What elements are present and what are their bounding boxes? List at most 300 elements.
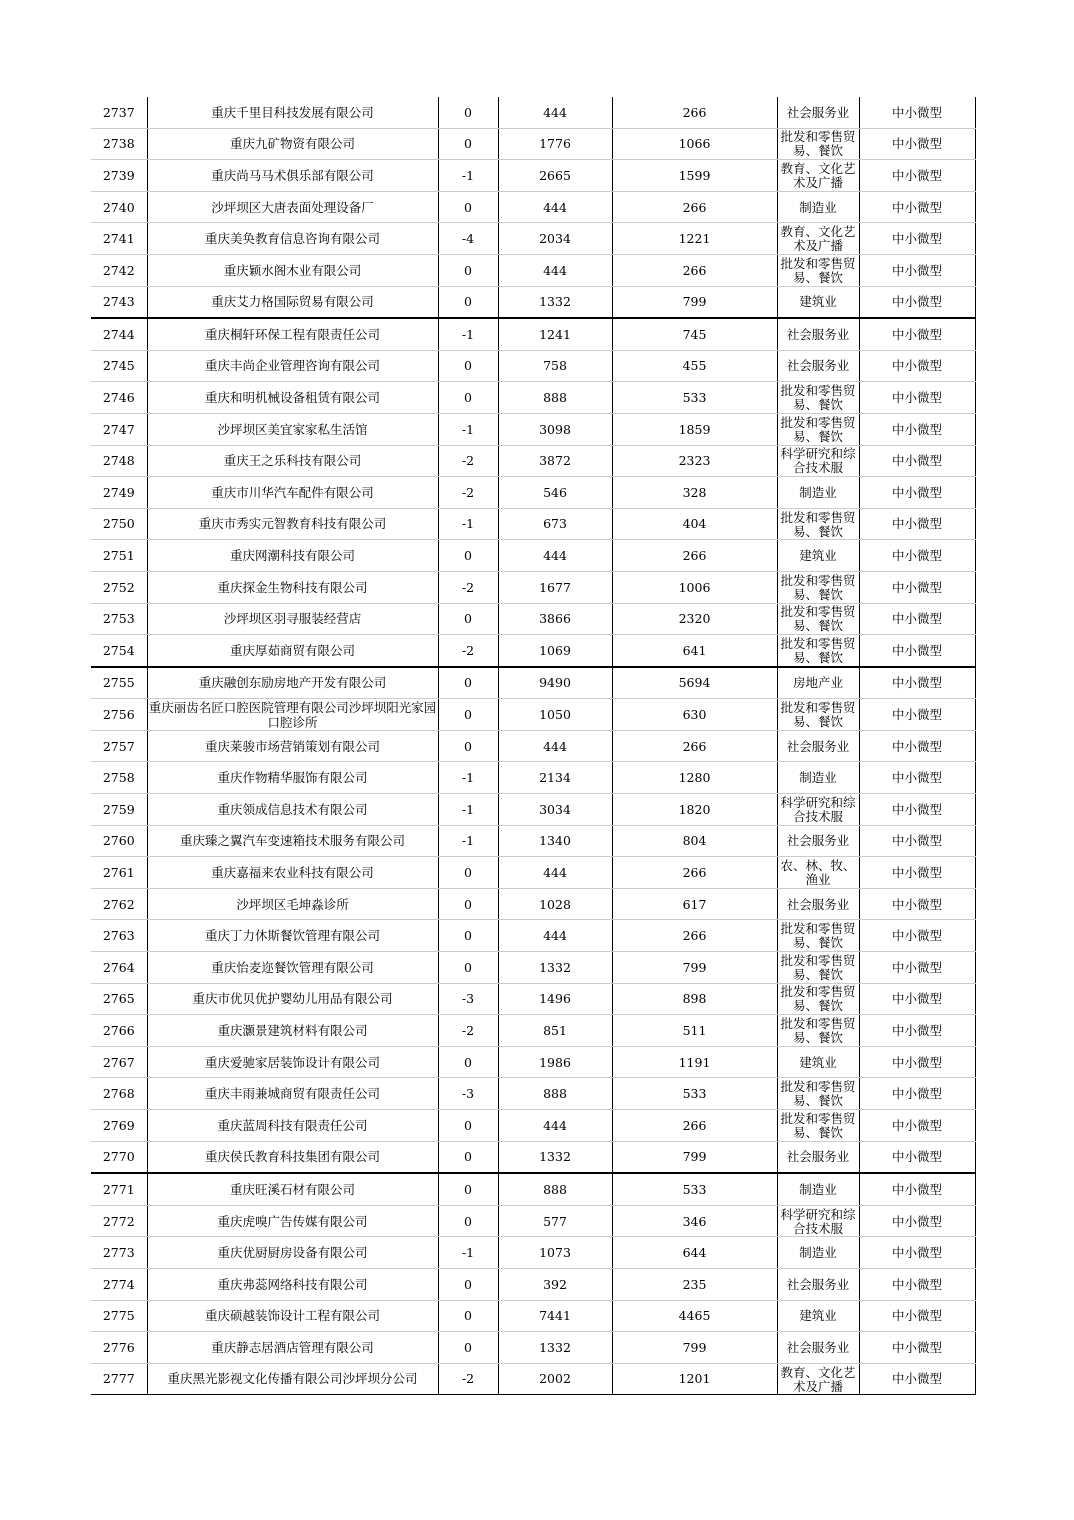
change-cell [438,1300,498,1332]
company-name-cell [147,1015,438,1047]
row-number-text: 2744 [102,326,135,342]
enterprise-type-text: 中小微型 [891,642,942,658]
value-b-cell [498,160,612,192]
row-number-cell [91,508,147,540]
table-row [91,825,975,857]
company-name-text: 重庆市秀实元智教育科技有限公司 [198,516,387,532]
company-name-text: 重庆九矿物资有限公司 [229,136,355,152]
company-name-cell [147,191,438,223]
enterprise-type-text: 中小微型 [891,326,942,342]
value-b-text: 1028 [539,896,571,912]
industry-cell [777,699,859,731]
value-c-cell [612,223,777,255]
enterprise-type-cell [859,160,975,192]
change-cell [438,920,498,952]
value-b-text: 444 [543,928,567,944]
row-number-cell [91,1300,147,1332]
table-row [91,1173,975,1205]
industry-cell [777,477,859,509]
industry-text: 社会服务业 [786,326,850,342]
row-number-text: 2772 [102,1213,135,1229]
table-row [91,1078,975,1110]
value-b-text: 2665 [539,167,571,183]
row-number-text: 2747 [102,421,135,437]
table-row [91,983,975,1015]
row-number-cell [91,540,147,572]
enterprise-type-text: 中小微型 [891,579,942,595]
value-b-text: 1496 [539,991,571,1007]
change-text: 0 [464,675,472,691]
change-text: 0 [464,864,472,880]
industry-cell [777,1363,859,1395]
company-name-cell [147,888,438,920]
row-number-cell [91,825,147,857]
row-number-cell [91,571,147,603]
change-cell [438,699,498,731]
change-text: -1 [461,833,475,849]
value-b-text: 1677 [539,579,571,595]
enterprise-type-cell [859,857,975,889]
enterprise-type-text: 中小微型 [891,1308,942,1324]
value-c-cell [612,1332,777,1364]
industry-cell [777,413,859,445]
value-b-text: 444 [543,104,567,120]
industry-text: 批发和零售贸易、餐饮 [780,572,856,602]
row-number-text: 2751 [102,548,135,564]
row-number-text: 2746 [102,390,135,406]
company-name-text: 重庆黑光影视文化传播有限公司沙坪坝分公司 [167,1371,418,1387]
enterprise-type-cell [859,1078,975,1110]
industry-cell [777,1268,859,1300]
change-cell [438,1078,498,1110]
change-text: -2 [461,484,475,500]
industry-text: 社会服务业 [786,104,850,120]
enterprise-type-text: 中小微型 [891,136,942,152]
change-cell [438,603,498,635]
company-name-cell [147,1237,438,1269]
enterprise-type-cell [859,318,975,350]
enterprise-type-cell [859,1268,975,1300]
enterprise-type-cell [859,603,975,635]
enterprise-type-text: 中小微型 [891,1086,942,1102]
table-row [91,1237,975,1269]
change-text: 0 [464,896,472,912]
value-c-text: 1201 [678,1371,711,1387]
enterprise-type-text: 中小微型 [891,262,942,278]
enterprise-type-cell [859,413,975,445]
value-b-cell [498,1205,612,1237]
enterprise-type-text: 中小微型 [891,1276,942,1292]
company-name-cell [147,730,438,762]
value-c-text: 1066 [678,136,711,152]
company-name-cell [147,762,438,794]
value-b-text: 9490 [539,675,571,691]
change-text: 0 [464,738,472,754]
value-c-cell [612,952,777,984]
company-name-text: 重庆莱骏市场营销策划有限公司 [204,738,380,754]
change-cell [438,254,498,286]
enterprise-type-cell [859,508,975,540]
row-number-text: 2757 [102,738,135,754]
row-number-text: 2758 [102,770,135,786]
row-number-text: 2769 [102,1117,135,1133]
table-row [91,1300,975,1332]
industry-cell [777,160,859,192]
value-c-cell [612,635,777,667]
value-c-cell [612,571,777,603]
row-number-text: 2739 [102,167,135,183]
table-row [91,350,975,382]
value-b-cell [498,825,612,857]
value-c-cell [612,1173,777,1205]
industry-text: 批发和零售贸易、餐饮 [780,1016,856,1046]
value-b-cell [498,477,612,509]
company-name-cell [147,857,438,889]
company-name-text: 重庆尚马马术俱乐部有限公司 [211,167,374,183]
value-c-cell [612,1141,777,1173]
table-row [91,286,975,318]
value-c-cell [612,1363,777,1395]
enterprise-type-cell [859,1173,975,1205]
change-text: 0 [464,262,472,278]
change-text: 0 [464,928,472,944]
change-text: 0 [464,390,472,406]
value-c-text: 5694 [678,675,711,691]
change-text: 0 [464,611,472,627]
value-c-text: 346 [682,1213,707,1229]
industry-cell [777,445,859,477]
value-c-cell [612,1268,777,1300]
industry-cell [777,1332,859,1364]
company-name-text: 重庆桐轩环保工程有限责任公司 [204,326,380,342]
enterprise-type-cell [859,382,975,414]
company-name-cell [147,1205,438,1237]
value-b-cell [498,1110,612,1142]
company-name-text: 重庆静志居酒店管理有限公司 [211,1339,374,1355]
industry-text: 批发和零售贸易、餐饮 [780,383,856,413]
company-name-cell [147,1268,438,1300]
enterprise-type-text: 中小微型 [891,833,942,849]
industry-cell [777,730,859,762]
industry-cell [777,1015,859,1047]
row-number-text: 2741 [102,231,135,247]
company-name-cell [147,952,438,984]
enterprise-type-cell [859,1046,975,1078]
table-row [91,160,975,192]
row-number-cell [91,888,147,920]
value-c-text: 804 [682,833,707,849]
enterprise-type-cell [859,540,975,572]
change-text: 0 [464,199,472,215]
row-number-cell [91,603,147,635]
enterprise-type-text: 中小微型 [891,928,942,944]
row-number-text: 2764 [102,959,135,975]
company-name-cell [147,1363,438,1395]
company-name-text: 重庆优厨厨房设备有限公司 [217,1245,368,1261]
enterprise-type-text: 中小微型 [891,1213,942,1229]
row-number-cell [91,128,147,160]
company-name-text: 重庆嘉福来农业科技有限公司 [211,864,374,880]
change-cell [438,1237,498,1269]
value-b-cell [498,571,612,603]
value-b-text: 1069 [539,642,571,658]
industry-text: 批发和零售贸易、餐饮 [780,414,856,444]
row-number-text: 2771 [102,1181,135,1197]
company-name-cell [147,603,438,635]
value-c-cell [612,477,777,509]
row-number-cell [91,1363,147,1395]
row-number-cell [91,97,147,128]
change-cell [438,667,498,699]
change-text: -1 [461,421,475,437]
enterprise-type-text: 中小微型 [891,167,942,183]
row-number-text: 2775 [102,1308,135,1324]
change-text: 0 [464,136,472,152]
industry-text: 社会服务业 [786,738,850,754]
change-text: -2 [461,453,475,469]
row-number-cell [91,730,147,762]
industry-text: 建筑业 [799,1308,837,1324]
value-c-cell [612,191,777,223]
value-b-cell [498,1332,612,1364]
company-name-cell [147,445,438,477]
value-b-cell [498,1141,612,1173]
value-c-text: 630 [682,707,707,723]
company-name-cell [147,350,438,382]
row-number-cell [91,223,147,255]
company-name-cell [147,160,438,192]
company-name-text: 重庆作物精华服饰有限公司 [217,770,368,786]
value-b-cell [498,603,612,635]
value-c-cell [612,508,777,540]
value-b-cell [498,730,612,762]
enterprise-type-text: 中小微型 [891,991,942,1007]
table-row [91,1363,975,1395]
enterprise-type-text: 中小微型 [891,199,942,215]
company-name-cell [147,508,438,540]
industry-cell [777,635,859,667]
change-cell [438,635,498,667]
value-b-cell [498,699,612,731]
industry-cell [777,1046,859,1078]
enterprise-type-text: 中小微型 [891,516,942,532]
industry-text: 制造业 [799,1181,837,1197]
value-b-cell [498,445,612,477]
table-row [91,1268,975,1300]
company-name-text: 重庆臻之翼汽车变速箱技术服务有限公司 [179,833,405,849]
company-name-cell [147,1300,438,1332]
value-c-text: 533 [682,1086,707,1102]
value-c-text: 266 [682,864,707,880]
change-cell [438,1141,498,1173]
enterprise-type-cell [859,286,975,318]
table-row [91,445,975,477]
value-b-cell [498,952,612,984]
company-name-text: 重庆蓝周科技有限责任公司 [217,1117,368,1133]
company-name-text: 重庆网潮科技有限公司 [229,548,355,564]
value-c-text: 266 [682,104,707,120]
value-b-text: 3098 [539,421,571,437]
enterprise-type-cell [859,1332,975,1364]
table-row [91,382,975,414]
value-c-cell [612,603,777,635]
row-number-cell [91,983,147,1015]
table-row [91,794,975,826]
value-b-cell [498,1237,612,1269]
industry-text: 批发和零售贸易、餐饮 [780,129,856,159]
value-b-cell [498,350,612,382]
row-number-text: 2755 [102,675,135,691]
company-name-cell [147,825,438,857]
value-b-text: 2002 [539,1371,571,1387]
value-c-cell [612,794,777,826]
value-b-cell [498,318,612,350]
value-b-text: 3872 [539,453,571,469]
row-number-cell [91,1078,147,1110]
value-b-cell [498,128,612,160]
enterprise-type-cell [859,254,975,286]
enterprise-type-text: 中小微型 [891,1245,942,1261]
row-number-cell [91,350,147,382]
row-number-cell [91,1046,147,1078]
company-name-cell [147,382,438,414]
change-text: 0 [464,1149,472,1165]
row-number-text: 2740 [102,199,135,215]
value-b-cell [498,1078,612,1110]
table-row [91,920,975,952]
company-name-text: 重庆丁力休斯餐饮管理有限公司 [204,928,380,944]
table-row [91,413,975,445]
enterprise-type-cell [859,191,975,223]
row-number-cell [91,1015,147,1047]
value-c-cell [612,1078,777,1110]
value-c-text: 799 [682,1339,707,1355]
change-cell [438,223,498,255]
table-row [91,857,975,889]
value-c-text: 266 [682,928,707,944]
company-name-text: 重庆丽齿名匠口腔医院管理有限公司沙坪坝阳光家园口腔诊所 [148,699,437,730]
change-cell [438,1363,498,1395]
company-name-text: 重庆领成信息技术有限公司 [217,801,368,817]
value-c-text: 745 [682,326,707,342]
row-number-cell [91,413,147,445]
enterprise-type-text: 中小微型 [891,421,942,437]
enterprise-type-text: 中小微型 [891,675,942,691]
change-text: 0 [464,707,472,723]
change-text: 0 [464,358,472,374]
value-c-cell [612,1015,777,1047]
company-name-cell [147,1046,438,1078]
industry-text: 建筑业 [799,294,837,310]
table-row [91,1110,975,1142]
change-cell [438,762,498,794]
enterprise-type-cell [859,223,975,255]
change-text: 0 [464,104,472,120]
row-number-cell [91,857,147,889]
value-b-text: 3034 [539,801,571,817]
enterprise-type-text: 中小微型 [891,1054,942,1070]
enterprise-type-cell [859,1141,975,1173]
row-number-text: 2742 [102,262,135,278]
value-b-text: 444 [543,738,567,754]
table-row [91,318,975,350]
value-c-text: 533 [682,390,707,406]
row-number-cell [91,1110,147,1142]
value-c-text: 898 [682,991,707,1007]
enterprise-type-cell [859,952,975,984]
change-cell [438,382,498,414]
company-name-text: 重庆美奂教育信息咨询有限公司 [204,231,380,247]
value-b-text: 888 [543,390,567,406]
row-number-cell [91,191,147,223]
value-c-cell [612,857,777,889]
value-b-cell [498,191,612,223]
table-row [91,888,975,920]
value-c-text: 266 [682,199,707,215]
industry-text: 制造业 [799,484,837,500]
industry-cell [777,1141,859,1173]
value-b-text: 1332 [539,294,571,310]
value-b-cell [498,635,612,667]
company-name-text: 重庆市川华汽车配件有限公司 [211,484,374,500]
industry-cell [777,1300,859,1332]
value-b-cell [498,413,612,445]
change-text: -1 [461,516,475,532]
change-cell [438,97,498,128]
table-row [91,1015,975,1047]
industry-cell [777,825,859,857]
row-number-text: 2766 [102,1022,135,1038]
row-number-cell [91,1268,147,1300]
industry-cell [777,794,859,826]
row-number-text: 2767 [102,1054,135,1070]
table-row [91,1332,975,1364]
industry-cell [777,983,859,1015]
value-b-text: 546 [543,484,567,500]
industry-cell [777,857,859,889]
value-b-cell [498,286,612,318]
value-b-text: 1332 [539,1339,571,1355]
row-number-cell [91,762,147,794]
value-b-text: 1986 [539,1054,571,1070]
industry-text: 批发和零售贸易、餐饮 [780,1110,856,1140]
industry-text: 社会服务业 [786,1339,850,1355]
row-number-text: 2774 [102,1276,135,1292]
value-b-text: 1050 [539,707,571,723]
change-cell [438,571,498,603]
row-number-text: 2768 [102,1086,135,1102]
enterprise-type-text: 中小微型 [891,770,942,786]
value-b-cell [498,382,612,414]
enterprise-type-cell [859,445,975,477]
table-row [91,97,975,128]
enterprise-type-cell [859,1110,975,1142]
enterprise-type-cell [859,699,975,731]
row-number-cell [91,794,147,826]
value-c-text: 266 [682,1117,707,1133]
industry-text: 制造业 [799,1245,837,1261]
enterprise-type-cell [859,477,975,509]
enterprise-type-cell [859,667,975,699]
value-b-cell [498,888,612,920]
company-name-cell [147,540,438,572]
change-text: -3 [461,991,475,1007]
table-row [91,223,975,255]
change-cell [438,286,498,318]
company-name-text: 重庆旺溪石材有限公司 [229,1181,355,1197]
value-c-cell [612,97,777,128]
industry-text: 建筑业 [799,548,837,564]
